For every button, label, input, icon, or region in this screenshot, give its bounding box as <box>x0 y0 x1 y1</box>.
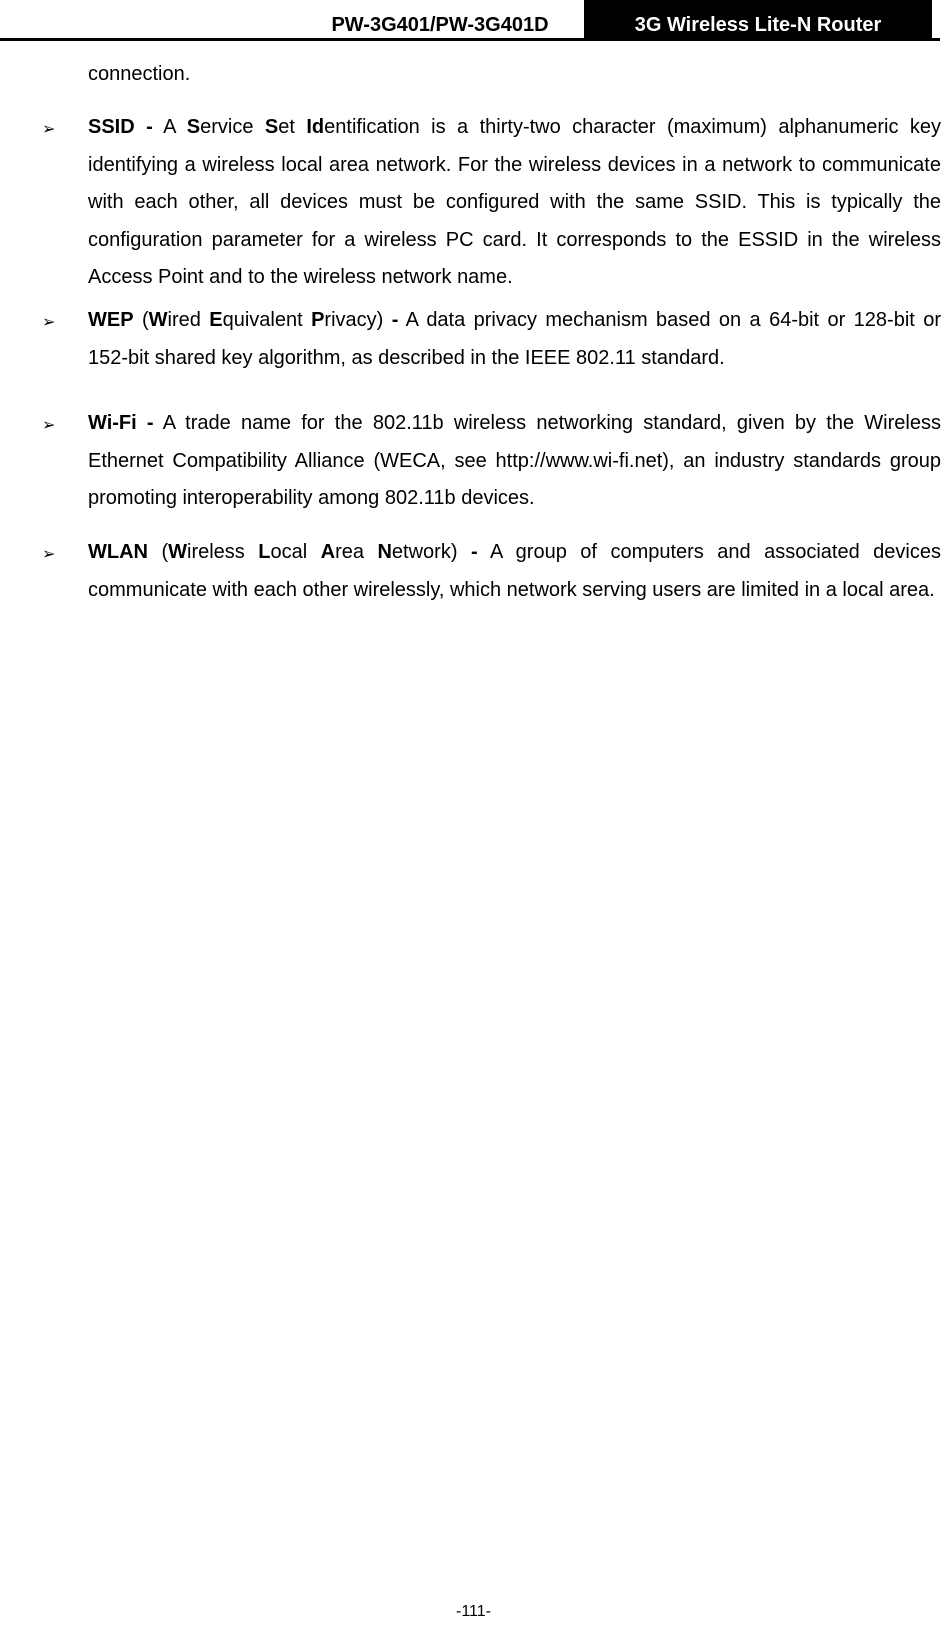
glossary-text: ired <box>167 309 210 331</box>
glossary-text: A trade name for the 802.11b wireless networking standard, given by the Wireless Ethernet Compatibility Alliance (WECA, see http://www.wi-fi.net), an industry standards group promoting interoperability among 802.11b devices. <box>88 412 941 509</box>
glossary-acronym-letter: A <box>320 541 336 563</box>
glossary-text: ocal <box>270 541 321 563</box>
continuation-text: connection. <box>88 63 191 85</box>
page-number: -111- <box>456 1603 491 1620</box>
glossary-acronym-letter: W <box>168 541 187 563</box>
glossary-acronym-letter: P <box>311 309 325 331</box>
glossary-acronym-letter: - <box>391 309 399 331</box>
glossary-term: Wi-Fi - <box>88 412 154 434</box>
page-header <box>0 0 940 42</box>
glossary-acronym-letter: S <box>264 116 279 138</box>
glossary-acronym-letter: N <box>377 541 392 563</box>
glossary-text: et <box>278 116 307 138</box>
header-model-name: PW-3G401/PW-3G401D <box>331 14 549 36</box>
bullet-arrow-icon: ➢ <box>42 314 56 331</box>
glossary-term: WEP <box>88 309 134 331</box>
glossary-term: WLAN <box>88 541 148 563</box>
glossary-acronym-letter: E <box>209 309 223 331</box>
glossary-text: A <box>152 116 187 138</box>
glossary-entry-wifi <box>88 405 941 518</box>
glossary-acronym-letter: L <box>258 541 271 563</box>
glossary-text: rea <box>335 541 378 563</box>
glossary-acronym-letter: - <box>470 541 478 563</box>
glossary-text: rivacy) <box>324 309 392 331</box>
glossary-text: ervice <box>200 116 265 138</box>
glossary-text: etwork) <box>391 541 471 563</box>
bullet-arrow-icon: ➢ <box>42 121 56 138</box>
glossary-text: A group of computers and associated devices communicate with each other wirelessly, which network serving users are limited in a local area. <box>88 541 941 601</box>
glossary-text: ireless <box>187 541 259 563</box>
glossary-text: entification is a thirty-two character (maximum) alphanumeric key identifying a wireless local area network. For the wireless devices in a network to communicate with each other, all devices must be configured with the same SSID. This is typically the configuration parameter for a wireless PC card. It corresponds to the ESSID in the wireless Access Point and to the wireless network name. <box>88 116 941 288</box>
glossary-text: quivalent <box>222 309 312 331</box>
header-rule <box>0 38 940 41</box>
glossary-acronym-letter: S <box>186 116 201 138</box>
bullet-arrow-icon: ➢ <box>42 546 56 563</box>
glossary-acronym-letter: W <box>148 309 168 331</box>
glossary-entry-wep <box>88 302 941 377</box>
glossary-entry-wlan <box>88 534 941 609</box>
bullet-arrow-icon: ➢ <box>42 417 56 434</box>
glossary-text: ( <box>147 541 169 563</box>
header-product-title: 3G Wireless Lite-N Router <box>634 14 882 36</box>
glossary-acronym-letter: Id <box>306 116 325 138</box>
glossary-text: ( <box>133 309 149 331</box>
glossary-entry-ssid <box>88 109 941 297</box>
glossary-text: A data privacy mechanism based on a 64-bit or 128-bit or 152-bit shared key algorithm, as described in the IEEE 802.11 standard. <box>88 309 942 369</box>
glossary-term: SSID - <box>88 116 153 138</box>
